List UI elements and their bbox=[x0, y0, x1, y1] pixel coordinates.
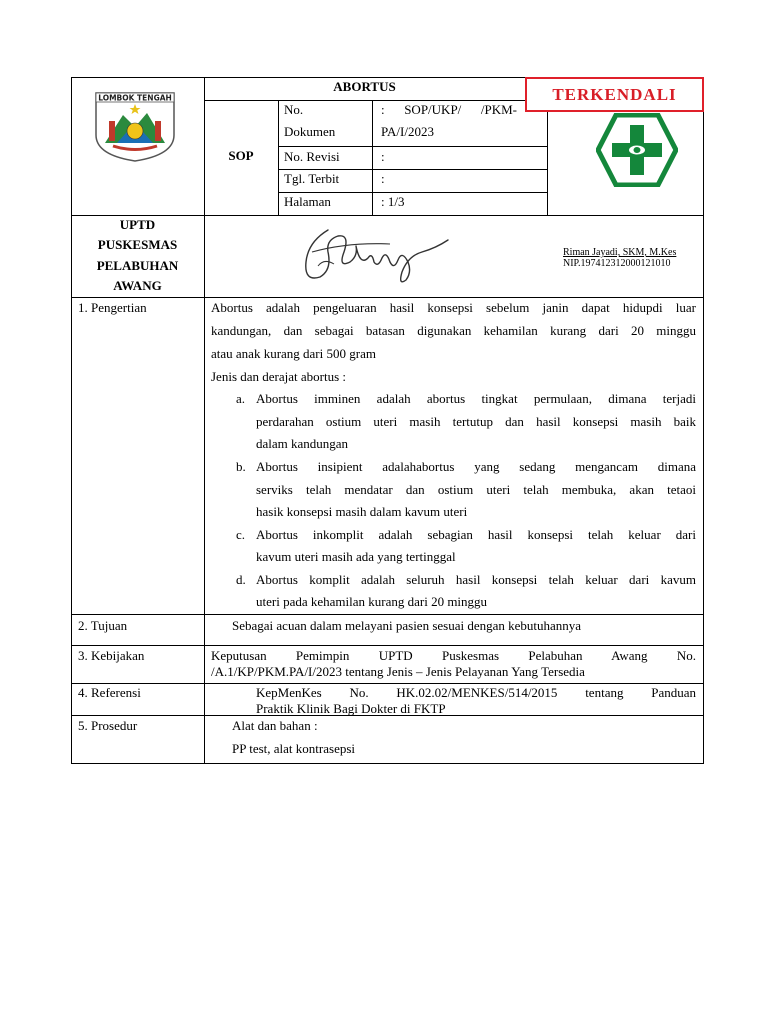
paragraph-line: Abortus adalah pengeluaran hasil konsepsi sebelum janin dapat hidupdi luar bbox=[211, 300, 696, 315]
list-marker: d. bbox=[236, 572, 246, 587]
section-label-referensi: 4. Referensi bbox=[78, 685, 141, 700]
list-marker: c. bbox=[236, 527, 246, 542]
referensi-line: KepMenKes No. HK.02.02/MENKES/514/2015 tentang Panduan bbox=[256, 685, 696, 700]
meta-value: : 1/3 bbox=[381, 194, 405, 209]
tujuan-text: Sebagai acuan dalam melayani pasien sesuai dengan kebutuhannya bbox=[232, 618, 582, 633]
org-line: PUSKESMAS bbox=[97, 237, 178, 252]
referensi-line: Praktik Klinik Bagi Dokter di FKTP bbox=[256, 701, 446, 716]
list-line: uteri pada kehamilan kurang dari 20 minggu bbox=[256, 594, 488, 609]
meta-value: PA/I/2023 bbox=[381, 124, 434, 139]
org-line: UPTD bbox=[119, 217, 156, 232]
paragraph-line: kandungan, dan sebagai batasan digunakan kehamilan kurang dari 20 minggu bbox=[211, 323, 696, 338]
section-label-prosedur: 5. Prosedur bbox=[78, 718, 138, 733]
list-line: serviks telah mendatar dan ostium uteri telah membuka, akan tetaoi bbox=[256, 482, 696, 497]
meta-label: No. Revisi bbox=[284, 149, 340, 164]
meta-value: : bbox=[381, 149, 385, 164]
meta-label: Halaman bbox=[284, 194, 331, 209]
list-line: Abortus imminen adalah abortus tingkat permulaan, dimana terjadi bbox=[256, 391, 696, 406]
signer-name: Riman Jayadi, SKM, M.Kes bbox=[563, 247, 677, 258]
list-line: Abortus komplit adalah seluruh hasil konsepsi telah keluar dari kavum bbox=[256, 572, 696, 587]
list-line: kavum uteri masih ada yang tertinggal bbox=[256, 549, 456, 564]
signer-nip: NIP.197412312000121010 bbox=[563, 258, 671, 269]
section-label-kebijakan: 3. Kebijakan bbox=[78, 648, 145, 663]
prosedur-heading: Alat dan bahan : bbox=[232, 718, 318, 733]
paragraph-line: atau anak kurang dari 500 gram bbox=[211, 346, 376, 361]
lombok-tengah-logo bbox=[93, 91, 177, 163]
types-heading: Jenis dan derajat abortus : bbox=[211, 369, 347, 384]
terkendali-stamp: TERKENDALI bbox=[525, 77, 704, 112]
list-marker: b. bbox=[236, 459, 246, 474]
puskesmas-logo bbox=[596, 113, 678, 187]
kebijakan-line: /A.1/KP/PKM.PA/I/2023 tentang Jenis – Jenis Pelayanan Yang Tersedia bbox=[211, 664, 585, 679]
meta-value: : bbox=[381, 171, 385, 186]
kebijakan-line: Keputusan Pemimpin UPTD Puskesmas Pelabuhan Awang No. bbox=[211, 648, 696, 663]
meta-label: Tgl. Terbit bbox=[284, 171, 340, 186]
logo-text: LOMBOK TENGAH bbox=[98, 93, 172, 103]
list-line: hasik konsepsi masih dalam kavum uteri bbox=[256, 504, 468, 519]
list-line: Abortus insipient adalahabortus yang sedang mengancam dimana bbox=[256, 459, 696, 474]
section-label-tujuan: 2. Tujuan bbox=[78, 618, 128, 633]
sop-label: SOP bbox=[228, 148, 254, 163]
org-line: AWANG bbox=[113, 278, 162, 293]
prosedur-text: PP test, alat kontrasepsi bbox=[232, 741, 356, 756]
meta-value: : SOP/UKP/ /PKM- bbox=[381, 102, 517, 117]
signature-image bbox=[298, 222, 458, 292]
list-line: perdarahan ostium uteri masih tertutup dan hasil konsepsi masih baik bbox=[256, 414, 696, 429]
document-title: ABORTUS bbox=[333, 79, 396, 94]
list-marker: a. bbox=[236, 391, 246, 406]
list-line: dalam kandungan bbox=[256, 436, 349, 451]
meta-label: No. bbox=[284, 102, 304, 117]
org-line: PELABUHAN bbox=[96, 258, 179, 273]
list-line: Abortus inkomplit adalah sebagian hasil konsepsi telah keluar dari bbox=[256, 527, 696, 542]
section-label-pengertian: 1. Pengertian bbox=[78, 300, 147, 315]
meta-label: Dokumen bbox=[284, 124, 336, 139]
